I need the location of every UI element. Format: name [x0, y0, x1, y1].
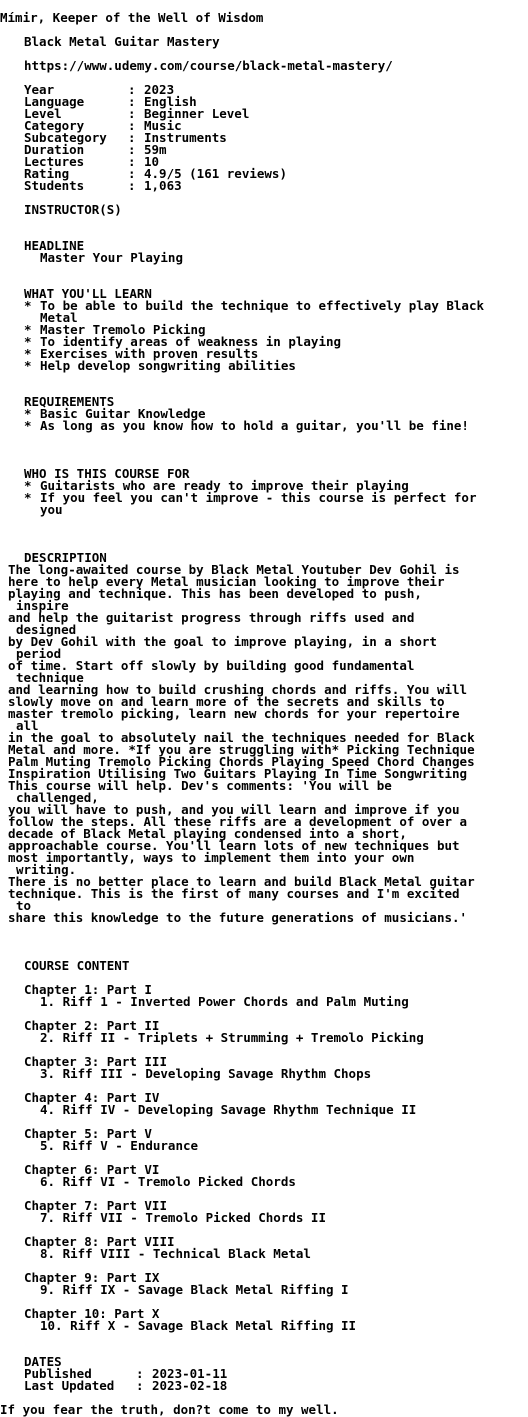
- description-line: all: [16, 718, 39, 733]
- lecture-item: 3. Riff III - Developing Savage Rhythm Chops: [40, 1066, 372, 1081]
- bullet: *: [24, 418, 32, 433]
- headline-heading: HEADLINE: [24, 238, 85, 253]
- meta-value: 2023: [144, 82, 175, 97]
- meta-value: Music: [144, 118, 182, 133]
- meta-key: Duration: [24, 142, 85, 157]
- chapter-title: Chapter 8: Part VIII: [24, 1234, 175, 1249]
- chapter-title: Chapter 1: Part I: [24, 982, 152, 997]
- lecture-item: 7. Riff VII - Tremolo Picked Chords II: [40, 1210, 326, 1225]
- published-label: Published: [24, 1366, 92, 1381]
- lecture-item: 4. Riff IV - Developing Savage Rhythm Technique II: [40, 1102, 417, 1117]
- audience-heading: WHO IS THIS COURSE FOR: [24, 466, 190, 481]
- bullet: *: [24, 346, 32, 361]
- description-line: Inspiration Utilising Two Guitars Playing In Time Songwriting: [8, 766, 468, 781]
- meta-value: Beginner Level: [144, 106, 250, 121]
- description-line: This course will help. Dev's comments: 'You will be: [8, 778, 392, 793]
- chapter-title: Chapter 5: Part V: [24, 1126, 152, 1141]
- description-line: Metal and more. *If you are struggling with* Picking Technique: [8, 742, 475, 757]
- description-line: most importantly, ways to implement them into your own: [8, 850, 415, 865]
- bullet: *: [24, 406, 32, 421]
- meta-value: 4.9/5 (161 reviews): [144, 166, 287, 181]
- meta-value: Instruments: [144, 130, 227, 145]
- description-line: in the goal to absolutely nail the techniques needed for Black: [8, 730, 475, 745]
- list-item: * Help develop songwriting abilities: [24, 358, 296, 373]
- list-item: * If you feel you can't improve - this course is perfect for: [24, 490, 477, 505]
- meta-sep: :: [128, 118, 136, 133]
- description-line: The long-awaited course by Black Metal Youtuber Dev Gohil is: [8, 562, 460, 577]
- meta-sep: :: [128, 178, 136, 193]
- description-line: Palm Muting Tremolo Picking Chords Playing Speed Chord Changes: [8, 754, 475, 769]
- footer-quote: If you fear the truth, don?t come to my well.: [0, 1402, 339, 1417]
- list-item: * To be able to build the technique to effectively play Black: [24, 298, 485, 313]
- list-item: * Basic Guitar Knowledge: [24, 406, 206, 421]
- description-line: here to help every Metal musician looking to improve their: [8, 574, 445, 589]
- meta-sep: :: [128, 166, 136, 181]
- updated-label: Last Updated: [24, 1378, 115, 1393]
- chapter-title: Chapter 2: Part II: [24, 1018, 160, 1033]
- description-line: writing.: [16, 862, 77, 877]
- lecture-item: 1. Riff 1 - Inverted Power Chords and Palm Muting: [40, 994, 409, 1009]
- description-line: approachable course. You'll learn lots of new techniques but: [8, 838, 460, 853]
- bullet: *: [24, 334, 32, 349]
- meta-key: Level: [24, 106, 62, 121]
- chapter-title: Chapter 3: Part III: [24, 1054, 167, 1069]
- meta-value: 59m: [144, 142, 167, 157]
- headline-text: Master Your Playing: [40, 250, 183, 265]
- meta-key: Students: [24, 178, 85, 193]
- course-meta: [0, 84, 528, 192]
- description-line: share this knowledge to the future generations of musicians.': [8, 910, 468, 925]
- lecture-item: 9. Riff IX - Savage Black Metal Riffing I: [40, 1282, 349, 1297]
- chapter-list: [0, 984, 528, 1332]
- meta-sep: :: [128, 130, 136, 145]
- description-line: period: [16, 646, 62, 661]
- meta-key: Rating: [24, 166, 70, 181]
- list-item-wrap: Metal: [40, 310, 78, 325]
- description-line: to: [16, 898, 32, 913]
- list-item: * Guitarists who are ready to improve their playing: [24, 478, 409, 493]
- description-body: [0, 564, 528, 924]
- description-line: by Dev Gohil with the goal to improve playing, in a short: [8, 634, 437, 649]
- requirements-list: [0, 408, 528, 432]
- bullet: *: [24, 298, 32, 313]
- meta-row: [0, 180, 528, 192]
- chapter-title: Chapter 6: Part VI: [24, 1162, 160, 1177]
- chapter-title: Chapter 7: Part VII: [24, 1198, 167, 1213]
- meta-value: 10: [144, 154, 160, 169]
- date-sep: :: [136, 1378, 144, 1393]
- description-line: There is no better place to learn and build Black Metal guitar: [8, 874, 475, 889]
- lecture-item: 10. Riff X - Savage Black Metal Riffing II: [40, 1318, 357, 1333]
- content-heading: COURSE CONTENT: [24, 958, 130, 973]
- meta-key: Year: [24, 82, 55, 97]
- chapter-title: Chapter 4: Part IV: [24, 1090, 160, 1105]
- instructors-heading: INSTRUCTOR(S): [24, 202, 122, 217]
- description-line: and help the guitarist progress through riffs used and: [8, 610, 415, 625]
- list-item: * To identify areas of weakness in playing: [24, 334, 342, 349]
- lecture-item: 5. Riff V - Endurance: [40, 1138, 199, 1153]
- description-line: slowly move on and learn more of the secrets and skills to: [8, 694, 445, 709]
- bullet: *: [24, 490, 32, 505]
- list-item-wrap: you: [40, 502, 63, 517]
- chapter-title: Chapter 10: Part X: [24, 1306, 160, 1321]
- date-sep: :: [136, 1366, 144, 1381]
- meta-value: English: [144, 94, 197, 109]
- description-line: technique. This is the first of many courses and I'm excited: [8, 886, 460, 901]
- description-line: and learning how to build crushing chords and riffs. You will: [8, 682, 468, 697]
- meta-row: [0, 96, 528, 108]
- description-line: follow the steps. All these riffs are a development of over a: [8, 814, 468, 829]
- meta-key: Category: [24, 118, 85, 133]
- meta-key: Lectures: [24, 154, 85, 169]
- learn-list: [0, 300, 528, 372]
- meta-key: Language: [24, 94, 85, 109]
- meta-sep: :: [128, 106, 136, 121]
- description-line: inspire: [16, 598, 69, 613]
- bullet: *: [24, 478, 32, 493]
- meta-sep: :: [128, 142, 136, 157]
- description-line: master tremolo picking, learn new chords for your repertoire: [8, 706, 460, 721]
- list-item: * Master Tremolo Picking: [24, 322, 206, 337]
- audience-list: [0, 480, 528, 516]
- course-title: Black Metal Guitar Mastery: [24, 34, 220, 49]
- course-url[interactable]: https://www.udemy.com/course/black-metal-mastery/: [24, 58, 393, 73]
- meta-sep: :: [128, 154, 136, 169]
- meta-sep: :: [128, 82, 136, 97]
- chapter-title: Chapter 9: Part IX: [24, 1270, 160, 1285]
- description-line: challenged,: [16, 790, 99, 805]
- meta-value: 1,063: [144, 178, 182, 193]
- description-line: designed: [16, 622, 77, 637]
- description-line: technique: [16, 670, 84, 685]
- learn-heading: WHAT YOU'LL LEARN: [24, 286, 152, 301]
- dates-heading: DATES: [24, 1354, 62, 1369]
- bullet: *: [24, 322, 32, 337]
- description-line: decade of Black Metal playing condensed into a short,: [8, 826, 407, 841]
- updated-row: [0, 1380, 528, 1392]
- description-line: you will have to push, and you will learn and improve if you: [8, 802, 460, 817]
- bullet: *: [24, 358, 32, 373]
- requirements-heading: REQUIREMENTS: [24, 394, 115, 409]
- description-line: of time. Start off slowly by building good fundamental: [8, 658, 415, 673]
- lecture-item: 6. Riff VI - Tremolo Picked Chords: [40, 1174, 296, 1189]
- site-title: Mímir, Keeper of the Well of Wisdom: [0, 10, 264, 25]
- meta-key: Subcategory: [24, 130, 107, 145]
- meta-sep: :: [128, 94, 136, 109]
- description-heading: DESCRIPTION: [24, 550, 107, 565]
- lecture-item: 2. Riff II - Triplets + Strumming + Tremolo Picking: [40, 1030, 424, 1045]
- lecture-item: 8. Riff VIII - Technical Black Metal: [40, 1246, 311, 1261]
- list-item: * As long as you know how to hold a guitar, you'll be fine!: [24, 418, 469, 433]
- published-date: 2023-01-11: [152, 1366, 228, 1381]
- description-line: playing and technique. This has been developed to push,: [8, 586, 422, 601]
- updated-date: 2023-02-18: [152, 1378, 228, 1393]
- list-item: * Exercises with proven results: [24, 346, 259, 361]
